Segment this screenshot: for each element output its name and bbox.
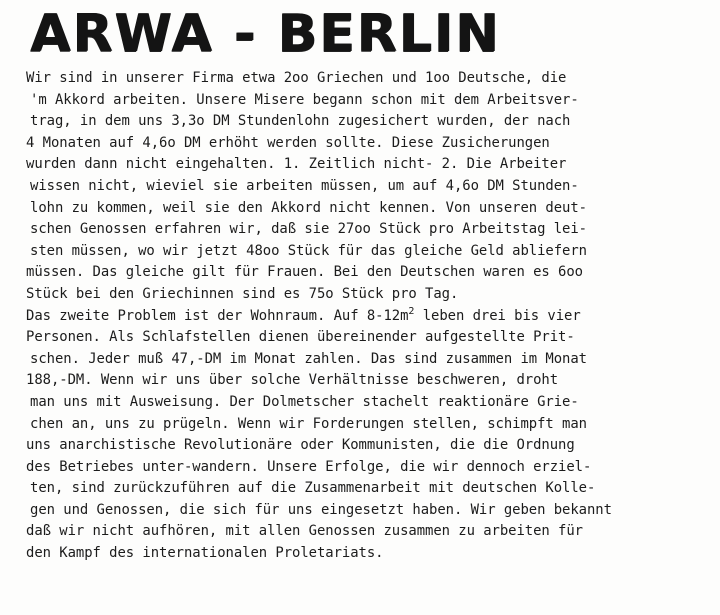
text-line: gen und Genossen, die sich für uns eingesetzt haben. Wir geben bekannt <box>30 501 612 518</box>
text-line: 188,-DM. Wenn wir uns über solche Verhältnisse beschweren, droht <box>26 372 559 389</box>
text-line: daß wir nicht aufhören, mit allen Genossen zusammen zu arbeiten für <box>26 523 583 540</box>
text-line-head: Das zweite Problem ist der Wohnraum. Auf 8-12m <box>26 307 409 324</box>
text-line: ten, sind zurückzuführen auf die Zusammenarbeit mit deutschen Kolle- <box>30 480 596 497</box>
text-line: schen. Jeder muß 47,-DM im Monat zahlen. Das sind zusammen im Monat <box>30 350 587 367</box>
text-line: Personen. Als Schlafstellen dienen übereinender aufgestellte Prit- <box>26 329 575 346</box>
text-line-with-superscript <box>26 306 716 328</box>
text-line: man uns mit Ausweisung. Der Dolmetscher stachelt reaktionäre Grie- <box>30 393 579 410</box>
text-line: wurden dann nicht eingehalten. 1. Zeitlich nicht- 2. Die Arbeiter <box>26 156 567 173</box>
text-line: müssen. Das gleiche gilt für Frauen. Bei den Deutschen waren es 6oo <box>26 264 583 281</box>
text-line: des Betriebes unter-wandern. Unsere Erfolge, die wir dennoch erziel- <box>26 458 592 475</box>
text-line-tail: leben drei bis vier <box>414 307 581 324</box>
superscript: 2 <box>408 305 415 317</box>
text-line: Wir sind in unserer Firma etwa 2oo Griechen und 1oo Deutsche, die <box>26 70 567 86</box>
headline: ARWA - BERLIN <box>30 4 501 64</box>
text-line: Stück bei den Griechinnen sind es 75o Stück pro Tag. <box>26 285 459 302</box>
article-body <box>26 68 716 565</box>
text-line: lohn zu kommen, weil sie den Akkord nicht kennen. Von unseren deut- <box>30 199 587 216</box>
text-line: wissen nicht, wieviel sie arbeiten müssen, um auf 4,6o DM Stunden- <box>30 177 579 194</box>
text-line: den Kampf des internationalen Proletariats. <box>26 545 384 562</box>
text-line: sten müssen, wo wir jetzt 48oo Stück für das gleiche Geld abliefern <box>30 242 587 259</box>
text-line: 4 Monaten auf 4,6o DM erhöht werden sollte. Diese Zusicherungen <box>26 134 550 151</box>
text-line: schen Genossen erfahren wir, daß sie 27oo Stück pro Arbeitstag lei- <box>30 221 587 238</box>
text-line: chen an, uns zu prügeln. Wenn wir Forderungen stellen, schimpft man <box>30 415 587 432</box>
text-line: 'm Akkord arbeiten. Unsere Misere begann schon mit dem Arbeitsver- <box>30 91 579 108</box>
text-line: uns anarchistische Revolutionäre oder Kommunisten, die die Ordnung <box>26 437 575 454</box>
text-line: trag, in dem uns 3,3o DM Stundenlohn zugesichert wurden, der nach <box>30 113 571 130</box>
